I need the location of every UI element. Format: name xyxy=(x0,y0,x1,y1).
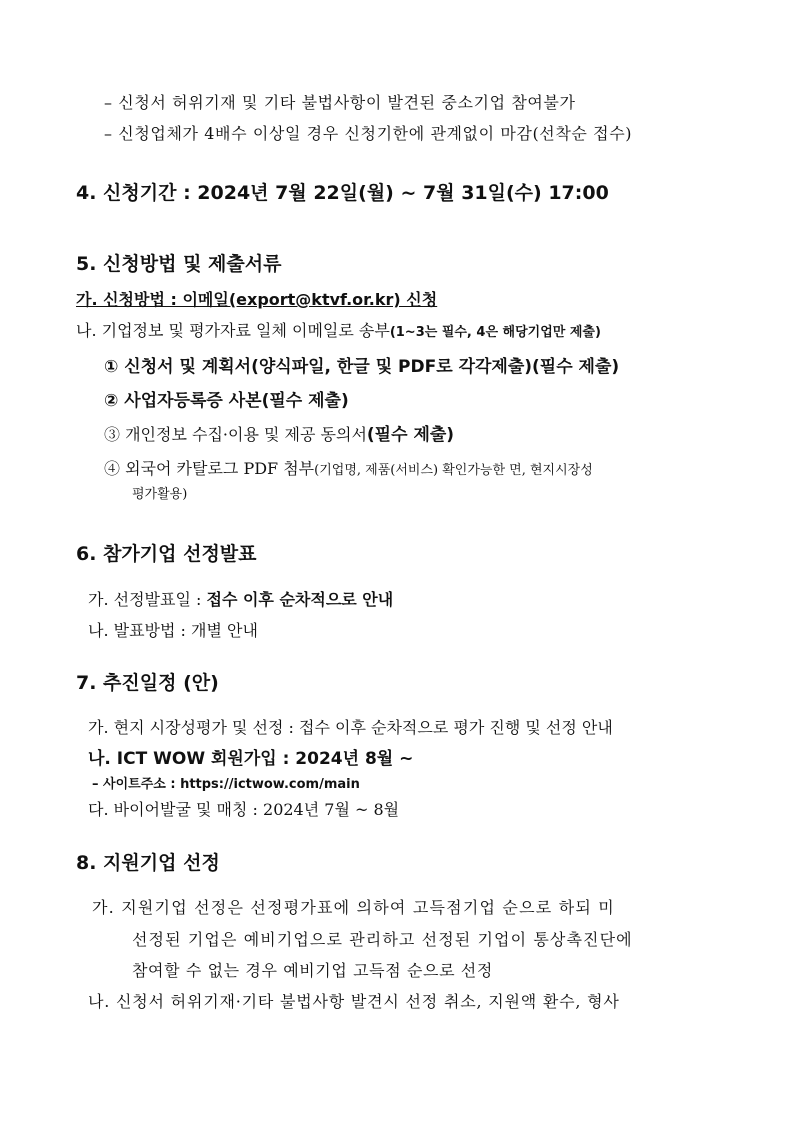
application-method: 가. 신청방법 : 이메일(export@ktvf.or.kr) 신청 xyxy=(76,290,438,309)
section-4-heading: 4. 신청기간 : 2024년 7월 22일(월) ~ 7월 31일(수) 17:00 xyxy=(76,182,609,204)
section-7-heading: 7. 추진일정 (안) xyxy=(76,672,219,694)
site-address: – 사이트주소 : https://ictwow.com/main xyxy=(92,777,360,792)
schedule-membership: 나. ICT WOW 회원가입 : 2024년 8월 ~ xyxy=(88,749,414,769)
optional-doc-4 xyxy=(104,458,593,482)
optional-doc-4-note: (기업명, 제품(서비스) 확인가능한 면, 현지시장성 xyxy=(314,463,593,478)
submission-note: (1~3는 필수, 4은 해당기업만 제출) xyxy=(389,325,601,340)
optional-doc-4-note-cont: 평가활용) xyxy=(132,487,188,502)
selection-rule-line-1: 가. 지원기업 선정은 선정평가표에 의하여 고득점기업 순으로 하되 미 xyxy=(92,898,615,917)
announcement-method: 나. 발표방법 : 개별 안내 xyxy=(88,621,258,640)
schedule-evaluation: 가. 현지 시장성평가 및 선정 : 접수 이후 순차적으로 평가 진행 및 선정 안내 xyxy=(88,718,613,737)
required-doc-3-bold: (필수 제출) xyxy=(366,425,455,445)
bullet-false-application: – 신청서 허위기재 및 기타 불법사항이 발견된 중소기업 참여불가 xyxy=(104,93,576,112)
optional-doc-4-text: ④ 외국어 카탈로그 PDF 첨부 xyxy=(104,459,315,478)
required-doc-3-text: ③ 개인정보 수집·이용 및 제공 동의서 xyxy=(104,425,367,444)
cancellation-rule: 나. 신청서 허위기재·기타 불법사항 발견시 선정 취소, 지원액 환수, 형사 xyxy=(88,992,620,1011)
announcement-date-value: 접수 이후 순차적으로 안내 xyxy=(206,590,394,609)
required-doc-3 xyxy=(104,424,454,446)
announcement-date xyxy=(88,589,393,611)
schedule-buyer-matching: 다. 바이어발굴 및 매칭 : 2024년 7월 ~ 8월 xyxy=(88,800,400,819)
required-doc-1: ① 신청서 및 계획서(양식파일, 한글 및 PDF로 각각제출)(필수 제출) xyxy=(104,357,620,377)
announcement-date-label: 가. 선정발표일 : xyxy=(88,590,207,609)
section-5-heading: 5. 신청방법 및 제출서류 xyxy=(76,253,282,275)
selection-rule-line-3: 참여할 수 없는 경우 예비기업 고득점 순으로 선정 xyxy=(132,961,493,980)
selection-rule-line-2: 선정된 기업은 예비기업으로 관리하고 선정된 기업이 통상촉진단에 xyxy=(132,930,633,949)
required-doc-2: ② 사업자등록증 사본(필수 제출) xyxy=(104,391,349,411)
bullet-quota-close: – 신청업체가 4배수 이상일 경우 신청기한에 관계없이 마감(선착순 접수) xyxy=(104,124,633,143)
section-8-heading: 8. 지원기업 선정 xyxy=(76,852,220,874)
section-6-heading: 6. 참가기업 선정발표 xyxy=(76,543,257,565)
submission-line xyxy=(76,320,601,344)
submission-text: 나. 기업정보 및 평가자료 일체 이메일로 송부 xyxy=(76,321,390,340)
